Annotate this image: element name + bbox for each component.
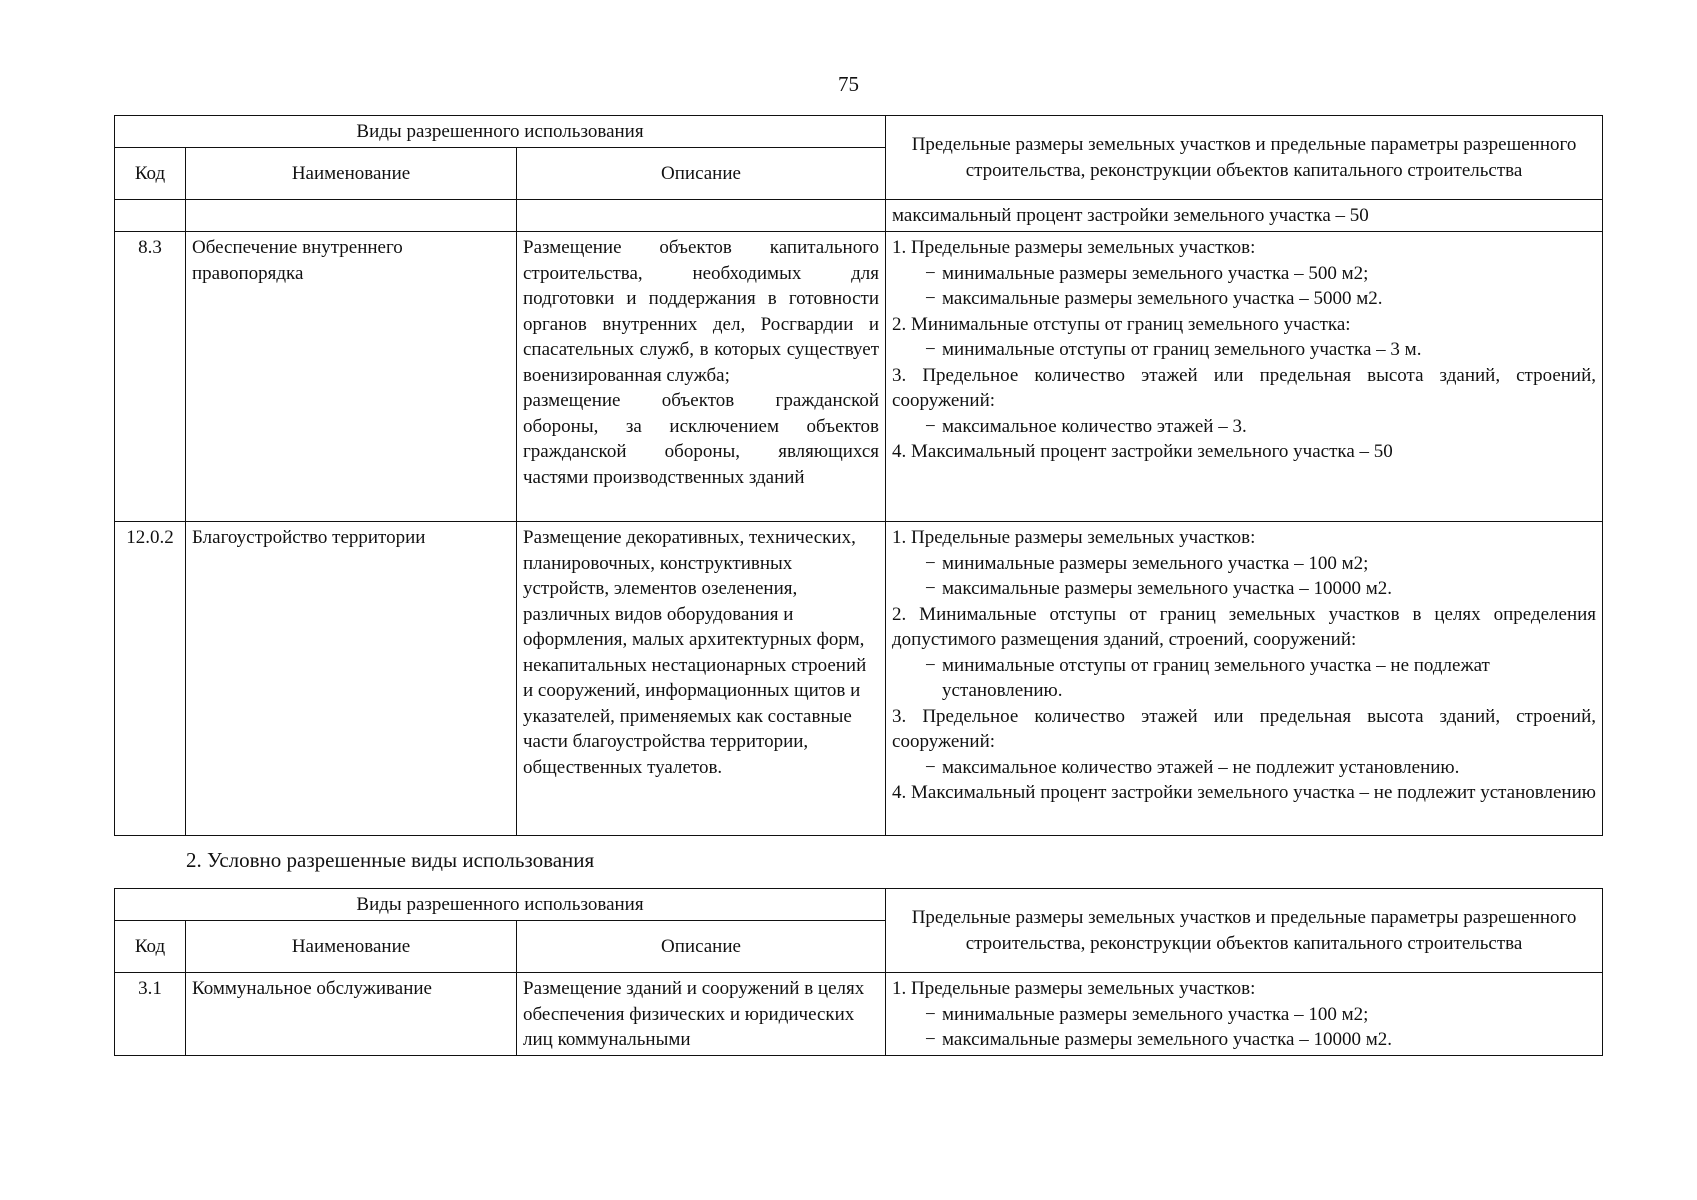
header-params: Предельные размеры земельных участков и предельные параметры разрешенного строительства, реконструкции объектов капитального строительства xyxy=(886,116,1603,200)
cell-name: Благоустройство территории xyxy=(186,522,517,836)
header-params: Предельные размеры земельных участков и предельные параметры разрешенного строительства, реконструкции объектов капитального строительства xyxy=(886,889,1603,973)
header-group: Виды разрешенного использования xyxy=(115,116,886,148)
param-heading: 3. Предельное количество этажей или предельная высота зданий, строений, сооружений: xyxy=(892,364,1597,411)
param-heading: 4. Максимальный процент застройки земельного участка – не подлежит установлению xyxy=(892,782,1596,803)
param-heading: 4. Максимальный процент застройки земельного участка – 50 xyxy=(892,441,1393,462)
cell-params xyxy=(886,232,1603,522)
param-item-continuation: установлению. xyxy=(942,680,1063,701)
header-group: Виды разрешенного использования xyxy=(115,889,886,921)
cell-code: 3.1 xyxy=(115,973,186,1056)
param-item: − максимальное количество этажей – не подлежит установлению. xyxy=(892,755,1596,781)
param-heading: 2. Минимальные отступы от границ земельных участков в целях определения допустимого размещения зданий, строений, сооружений: xyxy=(892,603,1597,650)
param-item: − максимальное количество этажей – 3. xyxy=(892,414,1596,440)
param-item: − максимальные размеры земельного участка – 5000 м2. xyxy=(892,286,1596,312)
cell-name xyxy=(186,200,517,232)
cell-name: Коммунальное обслуживание xyxy=(186,973,517,1056)
cell-params xyxy=(886,522,1603,836)
cell-params: максимальный процент застройки земельного участка – 50 xyxy=(886,200,1603,232)
table-row xyxy=(115,232,1603,522)
param-heading: 1. Предельные размеры земельных участков: xyxy=(892,237,1256,258)
section-heading: 2. Условно разрешенные виды использования xyxy=(186,848,595,872)
param-heading: 3. Предельное количество этажей или предельная высота зданий, строений, сооружений: xyxy=(892,705,1597,752)
header-description: Описание xyxy=(517,921,886,973)
header-code: Код xyxy=(115,148,186,200)
header-code: Код xyxy=(115,921,186,973)
param-heading: 1. Предельные размеры земельных участков: xyxy=(892,527,1256,548)
cell-name: Обеспечение внутреннего правопорядка xyxy=(186,232,517,522)
cell-description xyxy=(517,200,886,232)
description-paragraph: Размещение декоративных, технических, планировочных, конструктивных устройств, элементов озеленения, различных видов оборудования и оформления, малых архитектурных форм, некапитальных нестационарных строений и сооружений, информационных щитов и указателей, применяемых как составные части благоустройства территории, общественных туалетов. xyxy=(523,527,867,778)
param-item: − минимальные отступы от границ земельного участка – не подлежат xyxy=(892,653,1596,679)
header-description: Описание xyxy=(517,148,886,200)
header-name: Наименование xyxy=(186,148,517,200)
cell-code: 12.0.2 xyxy=(115,522,186,836)
description-paragraph: Размещение объектов капитального строительства, необходимых для подготовки и поддержания в готовности органов внутренних дел, Росгвардии и спасательных служб, в которых существует военизированная служба; xyxy=(523,237,880,386)
param-item: − максимальные размеры земельного участка – 10000 м2. xyxy=(892,1027,1596,1053)
cell-description: Размещение зданий и сооружений в целях обеспечения физических и юридических лиц коммунальными xyxy=(517,973,886,1056)
cell-params xyxy=(886,973,1603,1056)
param-item: − минимальные отступы от границ земельного участка – 3 м. xyxy=(892,337,1596,363)
param-heading: 2. Минимальные отступы от границ земельного участка: xyxy=(892,313,1351,335)
table-row xyxy=(115,973,1603,1056)
cell-description xyxy=(517,522,886,836)
main-use-table xyxy=(114,115,1603,836)
param-item: − минимальные размеры земельного участка – 100 м2; xyxy=(892,1002,1596,1028)
description-paragraph: размещение объектов гражданской обороны, за исключением объектов гражданской обороны, являющихся частями производственных зданий xyxy=(523,390,880,488)
cell-code: 8.3 xyxy=(115,232,186,522)
table-row xyxy=(115,200,1603,232)
conditional-use-table xyxy=(114,888,1603,1056)
param-item: − максимальные размеры земельного участка – 10000 м2. xyxy=(892,576,1596,602)
param-item: − минимальные размеры земельного участка – 500 м2; xyxy=(892,261,1596,287)
cell-code xyxy=(115,200,186,232)
table-row xyxy=(115,522,1603,836)
param-item: − минимальные размеры земельного участка – 100 м2; xyxy=(892,551,1596,577)
page-number: 75 xyxy=(838,72,859,96)
cell-description xyxy=(517,232,886,522)
param-heading: 1. Предельные размеры земельных участков: xyxy=(892,978,1256,999)
header-name: Наименование xyxy=(186,921,517,973)
